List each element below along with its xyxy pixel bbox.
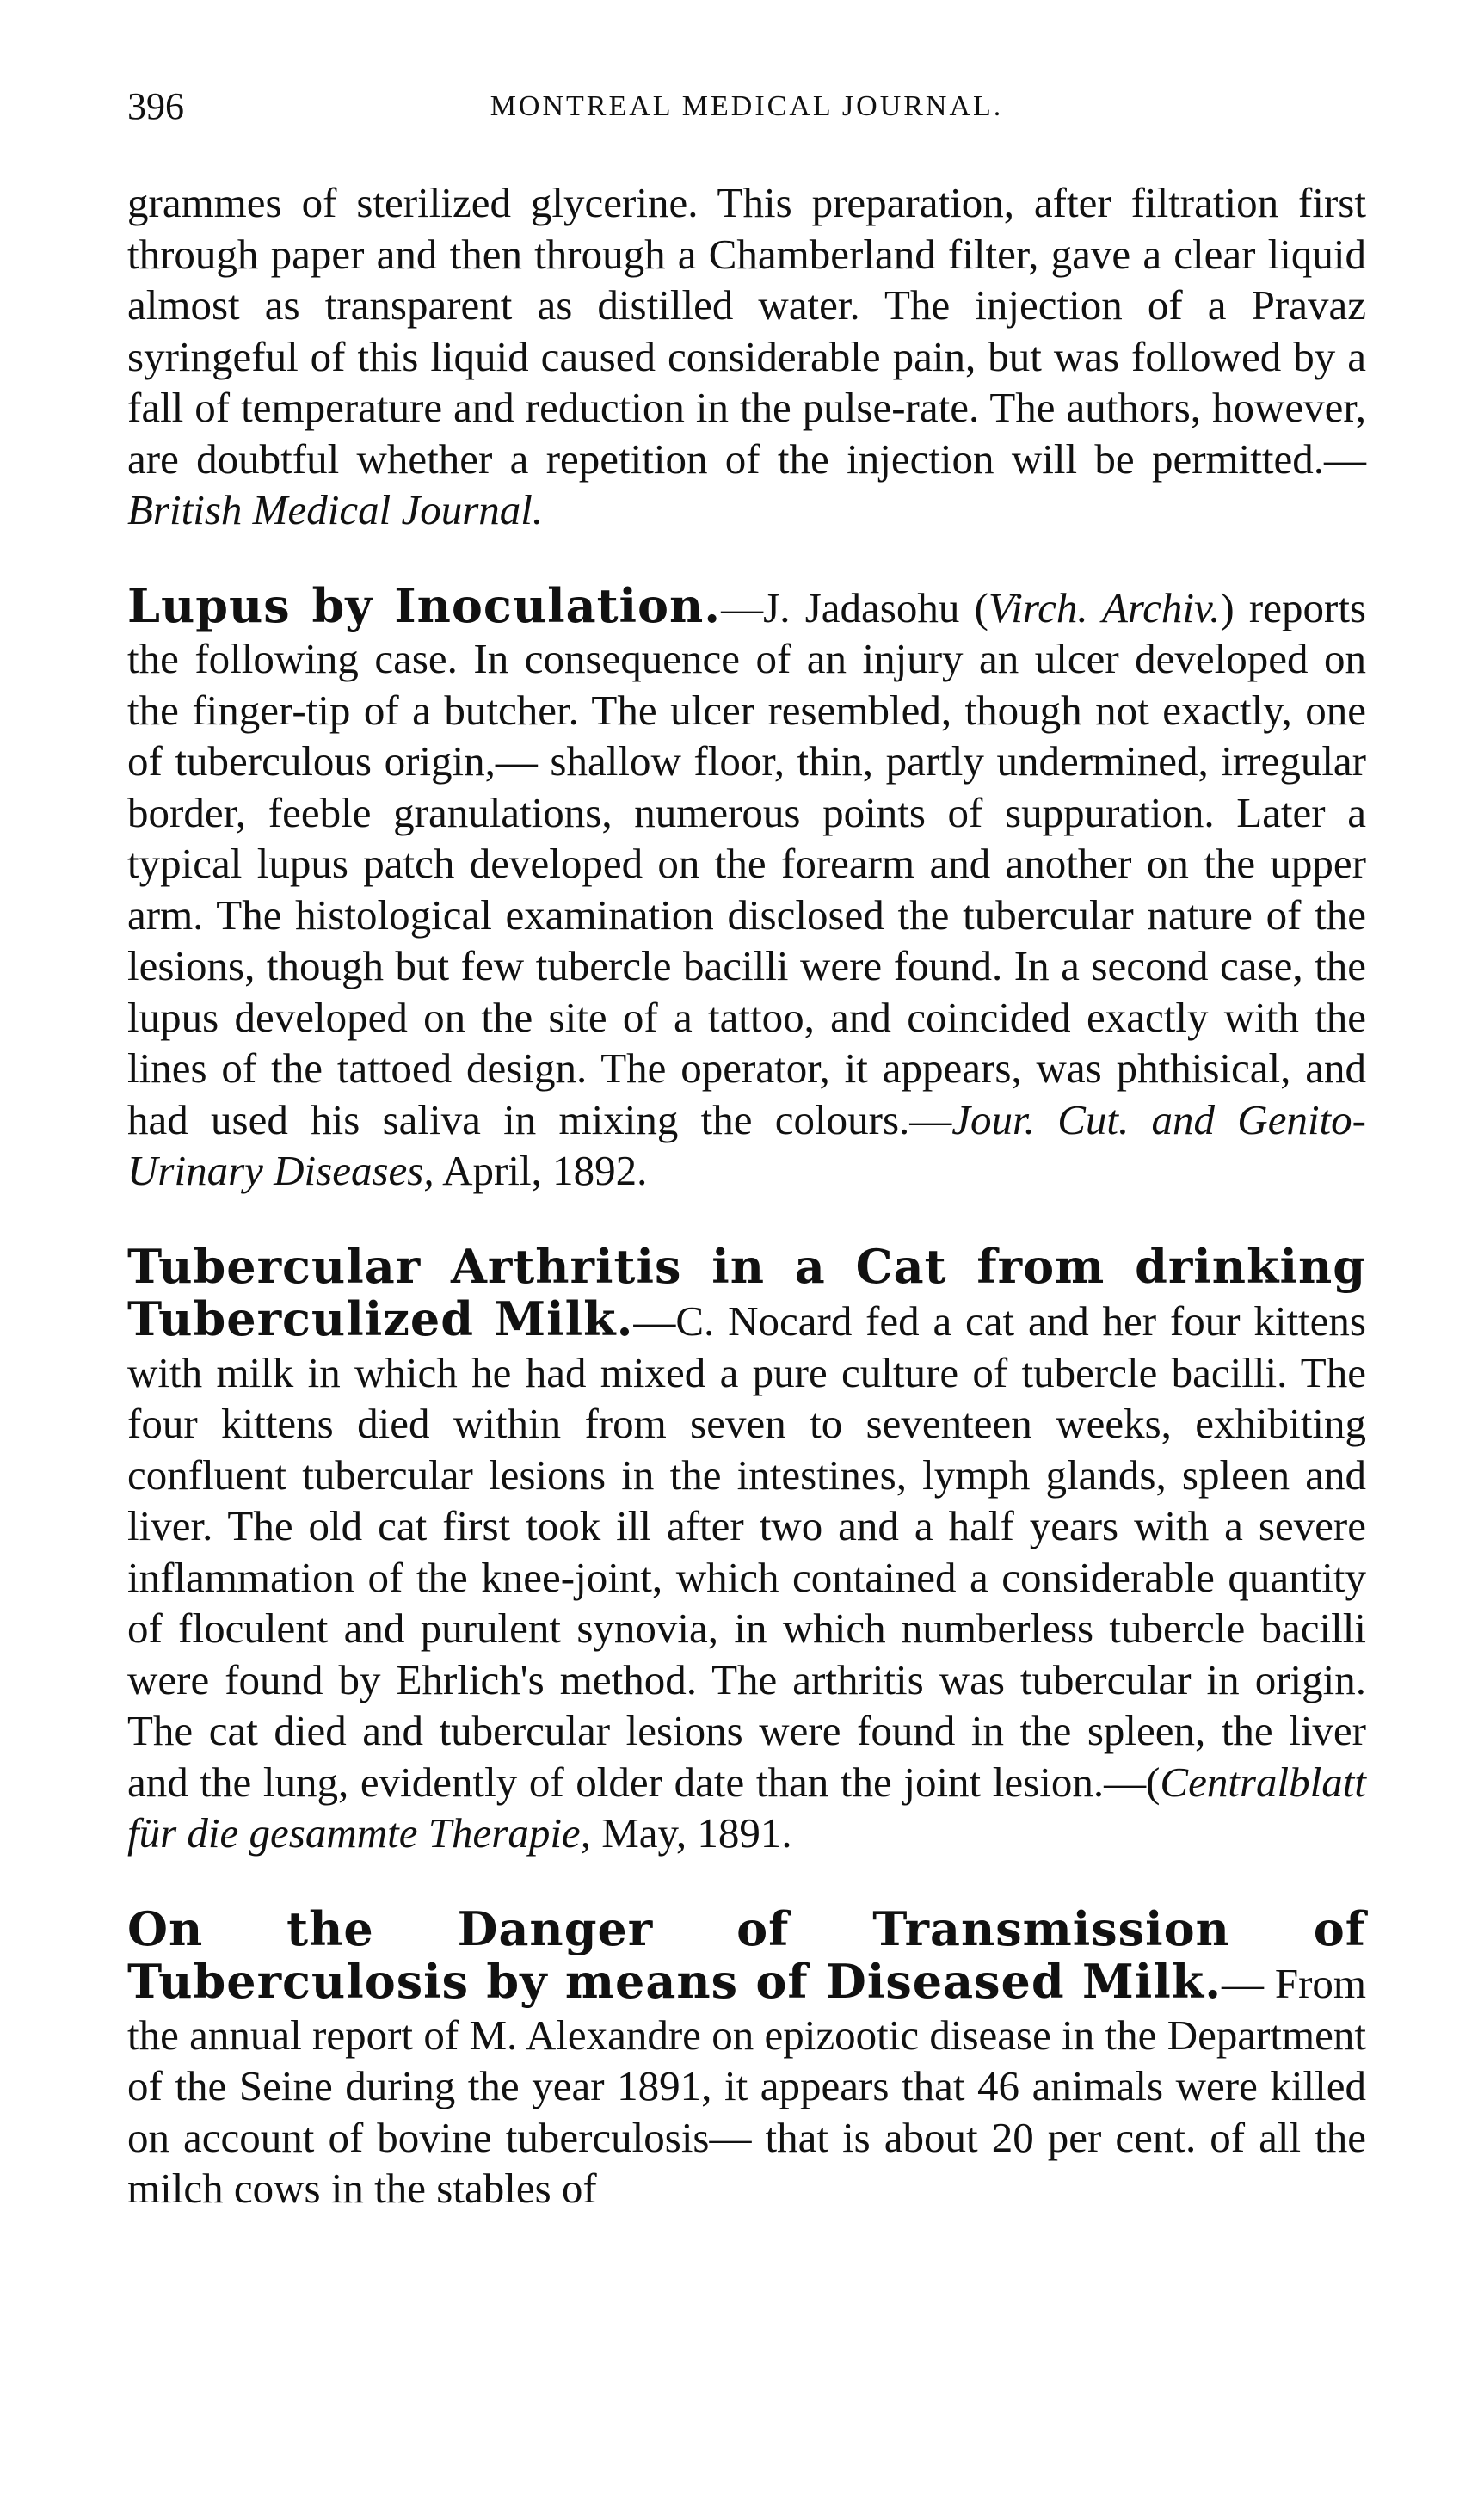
article-body: ) reports the following case. In consequence of an injury an ulcer developed on the finger-tip of a butcher. The ulcer resembled, though not exactly, one of tuberculous origin,— shallow floor, thin, partly undermined, irregular border, feeble granulations, numerous points of suppuration. Later a typical lupus patch developed on the forearm and another on the upper arm. The histological examination disclosed the tubercular nature of the lesions, though but few tubercle bacilli were found. In a second case, the lupus developed on the site of a tattoo, and coincided exactly with the lines of the tattoed design. The operator, it appears, was phthisical, and had used his saliva in mixing the colours.— <box>127 583 1366 1143</box>
article-heading: Lupus by Inoculation. <box>127 577 722 633</box>
journal-title: MONTREAL MEDICAL JOURNAL. <box>490 90 1004 122</box>
continuation-text: grammes of sterilized glycerine. This preparation, after filtration first through paper and then through a Chamberland filter, gave a clear liquid almost as transparent as distilled water. The injection of a Pravaz syringeful of this liquid caused considerable pain, but was followed by a fall of temperature and reduction in the pulse-rate. The authors, however, are doubtful whether a repetition of the injection will be permitted.— <box>127 179 1366 483</box>
article-lead: —J. Jadasohu ( <box>721 583 988 631</box>
continuation-source: British Medical Journal. <box>127 486 544 533</box>
continuation-paragraph <box>127 177 1366 536</box>
page-number: 396 <box>127 85 184 127</box>
article-source: Centralblatt für die gesammte Therapie, <box>127 1758 1366 1857</box>
article-body: — From the annual report of M. Alexandre on epizootic disease in the Department of the Seine during the year 1891, it appears that 46 animals were killed on account of bovine tuberculosis— that is about 20 per cent. of all the milch cows in the stables of <box>127 1960 1366 2212</box>
article-date: May, 1891. <box>590 1809 792 1857</box>
article-lupus-by-inoculation <box>127 577 1366 1197</box>
article-source: Jour. Cut. and Genito-Urinary Diseases, <box>127 1095 1366 1194</box>
article-tubercular-arthritis <box>127 1238 1366 1859</box>
article-date: April, 1892. <box>434 1147 648 1194</box>
article-heading: Tubercular Arthritis in a Cat from drinking Tuberculized Milk. <box>127 1238 1366 1346</box>
article-lead-source: Virch. Archiv. <box>988 583 1221 631</box>
running-head <box>127 79 1366 134</box>
article-danger-of-transmission <box>127 1900 1366 2214</box>
journal-page <box>127 79 1366 2214</box>
article-body: —C. Nocard fed a cat and her four kittens with milk in which he had mixed a pure culture of tubercle bacilli. The four kittens died within from seven to seventeen weeks, exhibiting confluent tubercular lesions in the intestines, lymph glands, spleen and liver. The old cat first took ill after two and a half years with a severe inflammation of the knee-joint, which contained a considerable quantity of floculent and purulent synovia, in which numberless tubercle bacilli were found by Ehrlich's method. The arthritis was tubercular in origin. The cat died and tubercular lesions were found in the spleen, the liver and the lung, evidently of older date than the joint lesion.—( <box>127 1297 1366 1806</box>
article-heading: On the Danger of Transmission of Tuberculosis by means of Diseased Milk. <box>127 1900 1366 2009</box>
